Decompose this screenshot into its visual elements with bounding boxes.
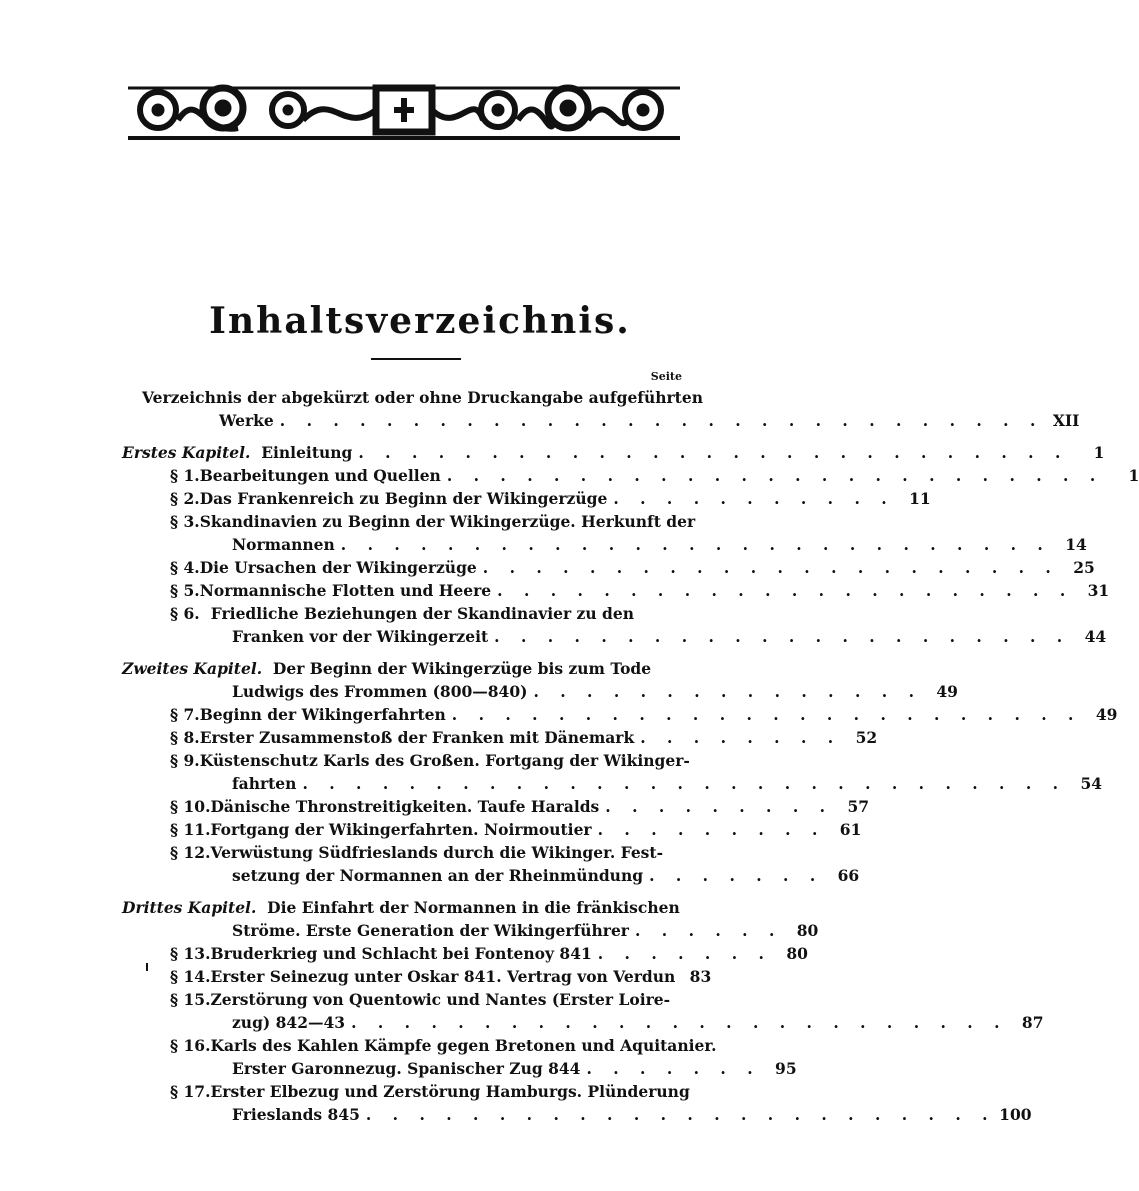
toc-entry: § 14. Erster Seinezug unter Oskar 841. Vertrag von Verdun 83	[170, 967, 712, 986]
front-line-2: Werke . . . . . . . . . . . . . . . . . . . . . . . . . . . . . XII	[219, 411, 1080, 430]
toc-entry: § 6. Friedliche Beziehungen der Skandinavier zu den	[170, 604, 634, 623]
toc-entry: § 11. Fortgang der Wikingerfahrten. Noirmoutier . . . . . . . . . 61	[170, 820, 862, 839]
toc-entry: § 7. Beginn der Wikingerfahrten . . . . . . . . . . . . . . . . . . . . . . . . 49	[170, 705, 1118, 724]
toc-entry: § 16. Karls des Kahlen Kämpfe gegen Bretonen und Aquitanier.	[170, 1036, 717, 1055]
toc-entry-continuation: setzung der Normannen an der Rheinmündung . . . . . . . 66	[232, 866, 860, 885]
chapter-heading: Zweites Kapitel. Der Beginn der Wikingerzüge bis zum Tode	[122, 659, 652, 678]
ornamental-vine-banner-icon	[128, 80, 680, 142]
page-number: XII	[1052, 411, 1080, 430]
toc-entry: § 13. Bruderkrieg und Schlacht bei Fontenoy 841 . . . . . . . 80	[170, 944, 808, 963]
title-rule	[371, 358, 461, 360]
toc-entry: § 10. Dänische Thronstreitigkeiten. Taufe Haralds . . . . . . . . . 57	[170, 797, 870, 816]
front-line-1: Verzeichnis der abgekürzt oder ohne Druckangabe aufgeführten	[142, 388, 703, 407]
toc-entry: § 2. Das Frankenreich zu Beginn der Wikingerzüge . . . . . . . . . . . 11	[170, 489, 931, 508]
toc-entry: § 4. Die Ursachen der Wikingerzüge . . . . . . . . . . . . . . . . . . . . . . 25	[170, 558, 1095, 577]
chapter-heading: Erstes Kapitel. Einleitung . . . . . . . . . . . . . . . . . . . . . . . . . . . 1	[122, 443, 1105, 462]
toc-entry: § 9. Küstenschutz Karls des Großen. Fortgang der Wikinger-	[170, 751, 690, 770]
chapter-heading: Drittes Kapitel. Die Einfahrt der Normannen in die fränkischen	[122, 898, 680, 917]
toc-entry: § 3. Skandinavien zu Beginn der Wikingerzüge. Herkunft der	[170, 512, 696, 531]
toc-entry-continuation: Frieslands 845 . . . . . . . . . . . . . . . . . . . . . . . . 100	[232, 1105, 1032, 1124]
stray-mark	[146, 963, 148, 971]
toc-entry: § 1. Bearbeitungen und Quellen . . . . . . . . . . . . . . . . . . . . . . . . . 1	[170, 466, 1139, 485]
chapter-heading-continuation: Ströme. Erste Generation der Wikingerführer . . . . . . 80	[232, 921, 819, 940]
toc-entry-continuation: Erster Garonnezug. Spanischer Zug 844 . . . . . . . 95	[232, 1059, 797, 1078]
toc-entry: § 8. Erster Zusammenstoß der Franken mit Dänemark . . . . . . . . 52	[170, 728, 878, 747]
toc-entry-continuation: Normannen . . . . . . . . . . . . . . . . . . . . . . . . . . . 14	[232, 535, 1087, 554]
chapter-heading-continuation: Ludwigs des Frommen (800—840) . . . . . . . . . . . . . . . 49	[232, 682, 958, 701]
page-title: Inhaltsverzeichnis.	[209, 300, 631, 342]
toc-entry-continuation: fahrten . . . . . . . . . . . . . . . . . . . . . . . . . . . . . 54	[232, 774, 1103, 793]
toc-entry-continuation: zug) 842—43 . . . . . . . . . . . . . . . . . . . . . . . . . 87	[232, 1013, 1044, 1032]
page-column-label: Seite	[650, 370, 682, 383]
toc-entry: § 17. Erster Elbezug und Zerstörung Hamburgs. Plünderung	[170, 1082, 690, 1101]
toc-entry: § 5. Normannische Flotten und Heere . . . . . . . . . . . . . . . . . . . . . . 31	[170, 581, 1110, 600]
toc-entry: § 15. Zerstörung von Quentowic und Nantes (Erster Loire-	[170, 990, 671, 1009]
toc-entry-continuation: Franken vor der Wikingerzeit . . . . . . . . . . . . . . . . . . . . . . 44	[232, 627, 1107, 646]
toc-entry: § 12. Verwüstung Südfrieslands durch die Wikinger. Fest-	[170, 843, 663, 862]
page-number: 1	[1093, 443, 1105, 462]
